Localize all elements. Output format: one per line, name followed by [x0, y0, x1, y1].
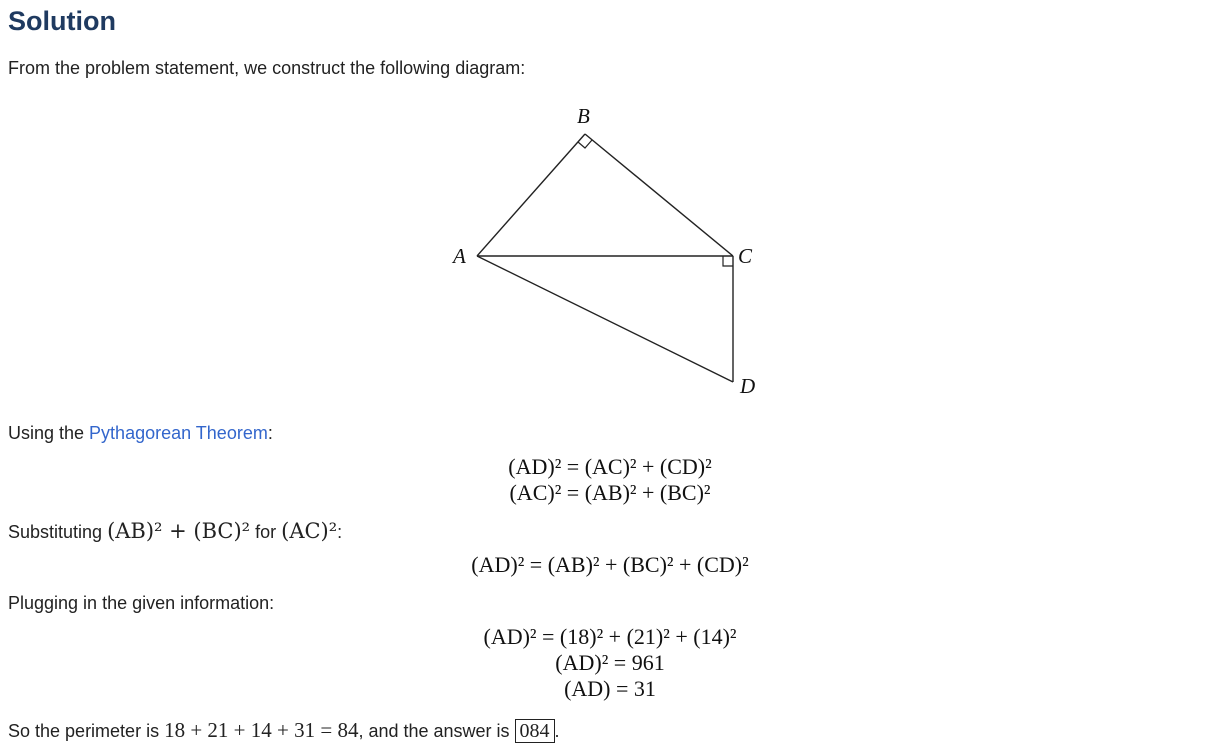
right-angle-mark-c [723, 256, 733, 266]
substituting-middle: for [250, 522, 282, 542]
substituting-prefix: Substituting [8, 522, 108, 542]
segment-bc [585, 134, 733, 256]
equation-combined: (AD)² = (AB)² + (BC)² + (CD)² [471, 552, 749, 577]
substituting-text [8, 519, 342, 543]
conclusion-middle: , and the answer is [358, 721, 515, 741]
section-heading: Solution [8, 6, 116, 36]
vertex-label-d: D [740, 374, 756, 398]
answer-box: 084 [515, 719, 555, 743]
using-prefix: Using the [8, 423, 90, 443]
equation-ac-squared: (AC)² = (AB)² + (BC)² [509, 480, 711, 505]
segment-ad [477, 256, 733, 382]
conclusion-text [8, 718, 560, 743]
vertex-label-a: A [453, 244, 466, 268]
vertex-label-b: B [577, 104, 590, 128]
segment-ab [477, 134, 585, 256]
using-suffix: : [267, 423, 273, 443]
substituting-suffix: : [337, 522, 343, 542]
pythagorean-theorem-link[interactable]: Pythagorean Theorem [89, 423, 268, 443]
vertex-label-c: C [738, 244, 753, 268]
using-text [8, 423, 273, 444]
equation-block-1 [430, 454, 790, 506]
equation-ad-squared: (AD)² = (AC)² + (CD)² [508, 454, 712, 479]
intro-text: From the problem statement, we construct the following diagram: [8, 58, 526, 78]
plugging-text: Plugging in the given information: [8, 593, 275, 613]
equation-961: (AD)² = 961 [555, 650, 665, 675]
equation-result: (AD) = 31 [564, 676, 656, 701]
conclusion-prefix: So the perimeter is [8, 721, 165, 741]
equation-block-3 [430, 624, 790, 702]
substituting-expr-2: (AC)² [281, 519, 338, 543]
equation-plugged: (AD)² = (18)² + (21)² + (14)² [483, 624, 737, 649]
substituting-expr-1: (AB)² + (BC)² [107, 519, 251, 543]
right-angle-mark-b [578, 140, 592, 148]
perimeter-sum: 18 + 21 + 14 + 31 = 84 [164, 718, 359, 742]
geometry-diagram [440, 96, 780, 406]
conclusion-suffix: . [554, 721, 560, 741]
